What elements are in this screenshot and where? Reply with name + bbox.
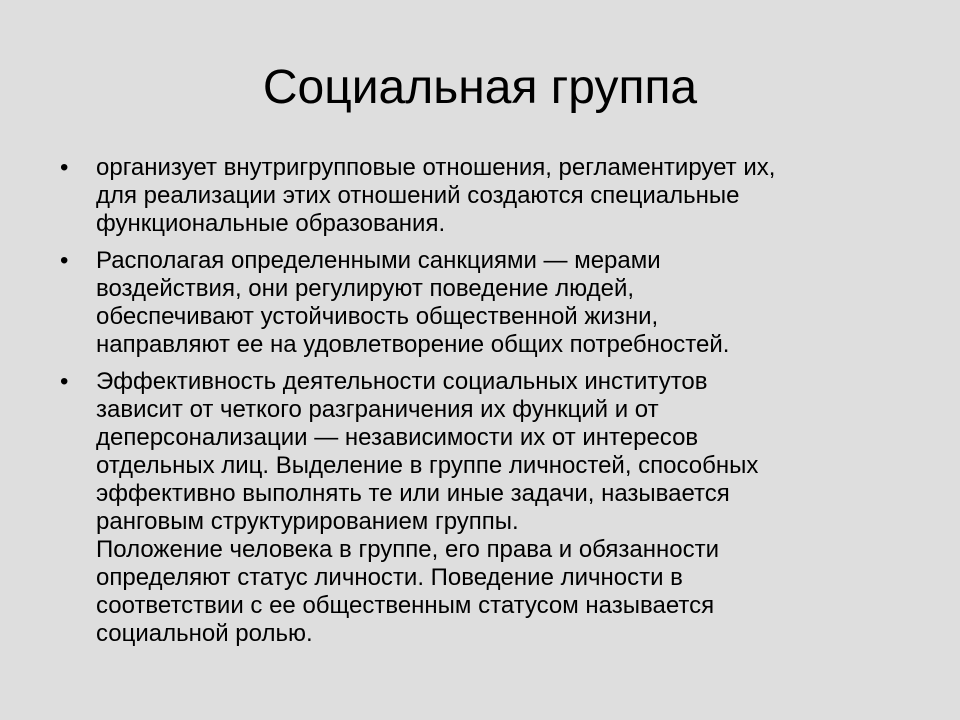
bullet-text <box>96 368 920 648</box>
text-line: функциональные образования. <box>96 210 446 237</box>
bullet-icon: • <box>60 368 69 395</box>
text-line: Эффективность деятельности социальных институтов <box>96 368 708 395</box>
text-line: обеспечивают устойчивость общественной жизни, <box>96 303 659 330</box>
text-line: воздействия, они регулируют поведение людей, <box>96 275 635 302</box>
text-line: деперсонализации — независимости их от интересов <box>96 424 699 451</box>
text-line: отдельных лиц. Выделение в группе личностей, способных <box>96 452 759 479</box>
bullet-item <box>60 154 920 238</box>
text-line: организует внутригрупповые отношения, регламентирует их, <box>96 154 776 181</box>
text-line: зависит от четкого разграничения их функций и от <box>96 396 659 423</box>
text-line: социальной ролью. <box>96 620 313 647</box>
bullet-item <box>60 368 920 648</box>
bullet-text <box>96 247 920 359</box>
bullet-icon: • <box>60 154 69 181</box>
text-line: Располагая определенными санкциями — мерами <box>96 247 661 274</box>
text-line: ранговым структурированием группы. <box>96 508 519 535</box>
text-line: Положение человека в группе, его права и обязанности <box>96 536 719 563</box>
bullet-text <box>96 154 920 238</box>
text-line: соответствии с ее общественным статусом называется <box>96 592 715 619</box>
bullet-list <box>60 154 920 657</box>
text-line: для реализации этих отношений создаются специальные <box>96 182 740 209</box>
bullet-icon: • <box>60 247 69 274</box>
text-line: определяют статус личности. Поведение личности в <box>96 564 683 591</box>
bullet-item <box>60 247 920 359</box>
text-line: эффективно выполнять те или иные задачи, называется <box>96 480 730 507</box>
slide-title: Социальная группа <box>262 61 698 114</box>
text-line: направляют ее на удовлетворение общих потребностей. <box>96 331 730 358</box>
